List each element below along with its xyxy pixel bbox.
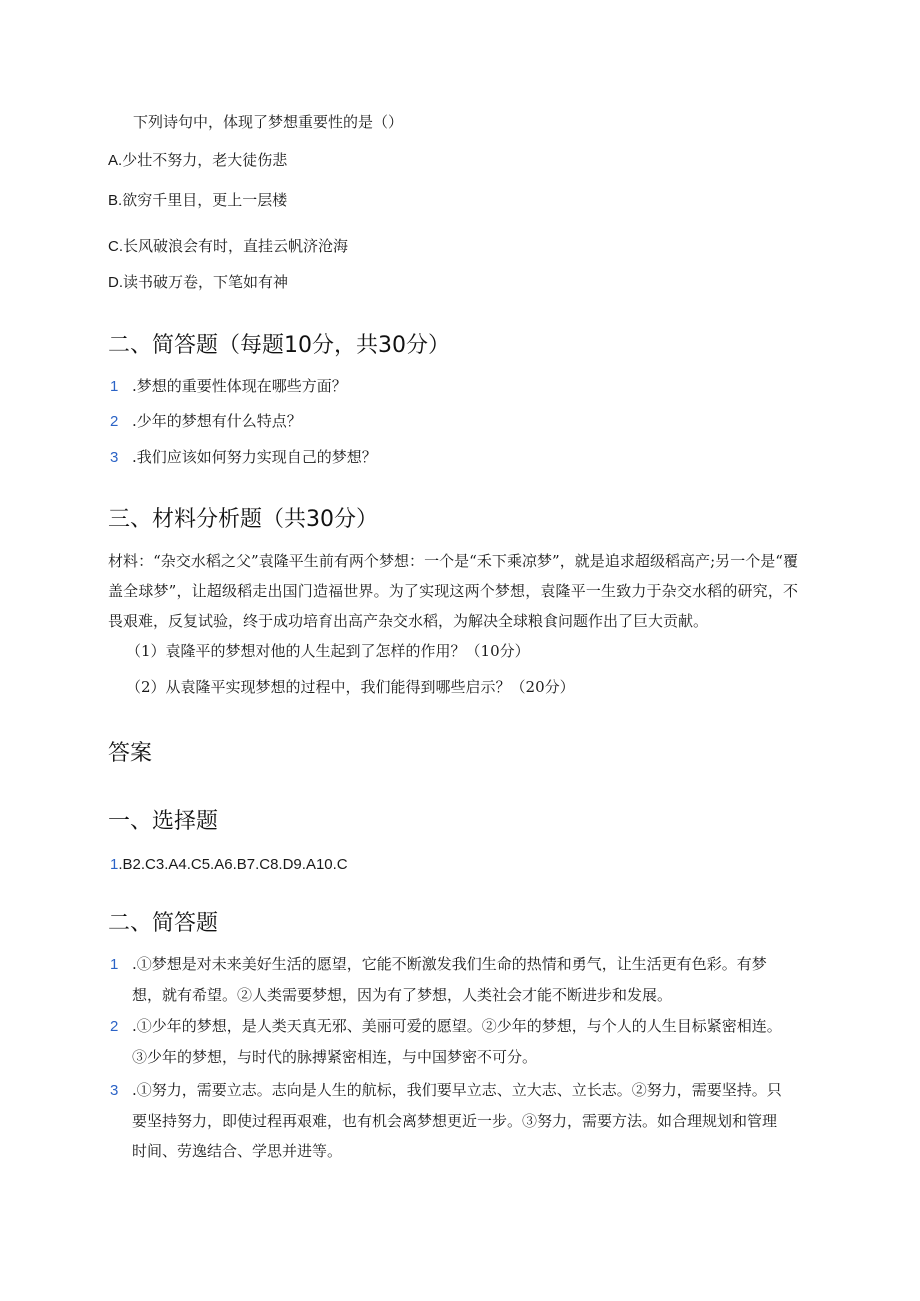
- answers-title: 答案: [108, 741, 153, 766]
- question-text: .我们应该如何努力实现自己的梦想？: [132, 448, 377, 466]
- short-question-1: [110, 376, 347, 397]
- option-text: 欲穷千里目，更上一层楼: [122, 191, 288, 209]
- question-number: 1: [110, 378, 119, 395]
- answer-line: .①努力，需要立志。志向是人生的航标，我们要早立志、立大志、立长志。②努力，需要坚持。只: [132, 1081, 782, 1099]
- answers-short-title: 二、简答题: [108, 911, 219, 936]
- answer-number: 3: [110, 1082, 119, 1099]
- answer-line: 时间、劳逸结合、学思并进等。: [132, 1142, 343, 1160]
- choice-answers: [110, 855, 348, 875]
- section-2-title: 二、简答题（每题10分，共30分）: [108, 333, 450, 358]
- option-a: [108, 150, 287, 171]
- short-answer-2: [110, 1011, 782, 1072]
- answer-line: .①梦想是对未来美好生活的愿望，它能不断激发我们生命的热情和勇气，让生活更有色彩。有梦: [132, 955, 767, 973]
- option-letter: C.: [108, 238, 123, 255]
- option-text: 长风破浪会有时，直挂云帆济沧海: [123, 237, 349, 255]
- answer-number: 1: [110, 956, 119, 973]
- material-paragraph: 材料：“杂交水稻之父”袁隆平生前有两个梦想：一个是“禾下乘凉梦”，就是追求超级稻高产;另一个是“覆盖全球梦”，让超级稻走出国门造福世界。为了实现这两个梦想，袁隆平一生致力于杂交水稻的研究，不畏艰难，反复试验，终于成功培育出高产杂交水稻，为解决全球粮食问题作出了巨大贡献。: [108, 552, 798, 630]
- option-text: 少壮不努力，老大徒伤悲: [122, 151, 288, 169]
- answer-number: 1: [110, 856, 119, 873]
- question-text: .少年的梦想有什么特点？: [132, 412, 302, 430]
- option-c: [108, 236, 348, 257]
- analysis-question-2: （2）从袁隆平实现梦想的过程中，我们能得到哪些启示？（20分）: [126, 678, 575, 696]
- answer-line: 想，就有希望。②人类需要梦想，因为有了梦想，人类社会才能不断进步和发展。: [132, 986, 673, 1004]
- option-letter: D.: [108, 274, 123, 291]
- question-number: 2: [110, 413, 119, 430]
- answer-number: 2: [110, 1018, 119, 1035]
- answer-line: .①少年的梦想，是人类天真无邪、美丽可爱的愿望。②少年的梦想，与个人的人生目标紧密相连。: [132, 1017, 782, 1035]
- option-b: [108, 190, 287, 211]
- answer-text: .B2.C3.A4.C5.A6.B7.C8.D9.A10.C: [118, 856, 348, 873]
- short-answer-3: [110, 1075, 782, 1166]
- analysis-question-1: （1）袁隆平的梦想对他的人生起到了怎样的作用？（10分）: [126, 642, 530, 660]
- short-question-2: [110, 411, 302, 432]
- answer-line: ③少年的梦想，与时代的脉搏紧密相连，与中国梦密不可分。: [132, 1048, 538, 1066]
- answer-line: 要坚持努力，即使过程再艰难，也有机会离梦想更近一步。③努力，需要方法。如合理规划和管理: [132, 1112, 778, 1130]
- question-stem: 下列诗句中，体现了梦想重要性的是（）: [133, 113, 404, 131]
- short-answer-1: [110, 949, 767, 1010]
- option-d: [108, 272, 288, 293]
- question-text: .梦想的重要性体现在哪些方面？: [132, 377, 347, 395]
- short-question-3: [110, 447, 377, 468]
- option-letter: B.: [108, 192, 123, 209]
- option-letter: A.: [108, 152, 123, 169]
- section-3-title: 三、材料分析题（共30分）: [108, 507, 378, 532]
- answers-choice-title: 一、选择题: [108, 809, 219, 834]
- question-number: 3: [110, 449, 119, 466]
- option-text: 读书破万卷，下笔如有神: [123, 273, 289, 291]
